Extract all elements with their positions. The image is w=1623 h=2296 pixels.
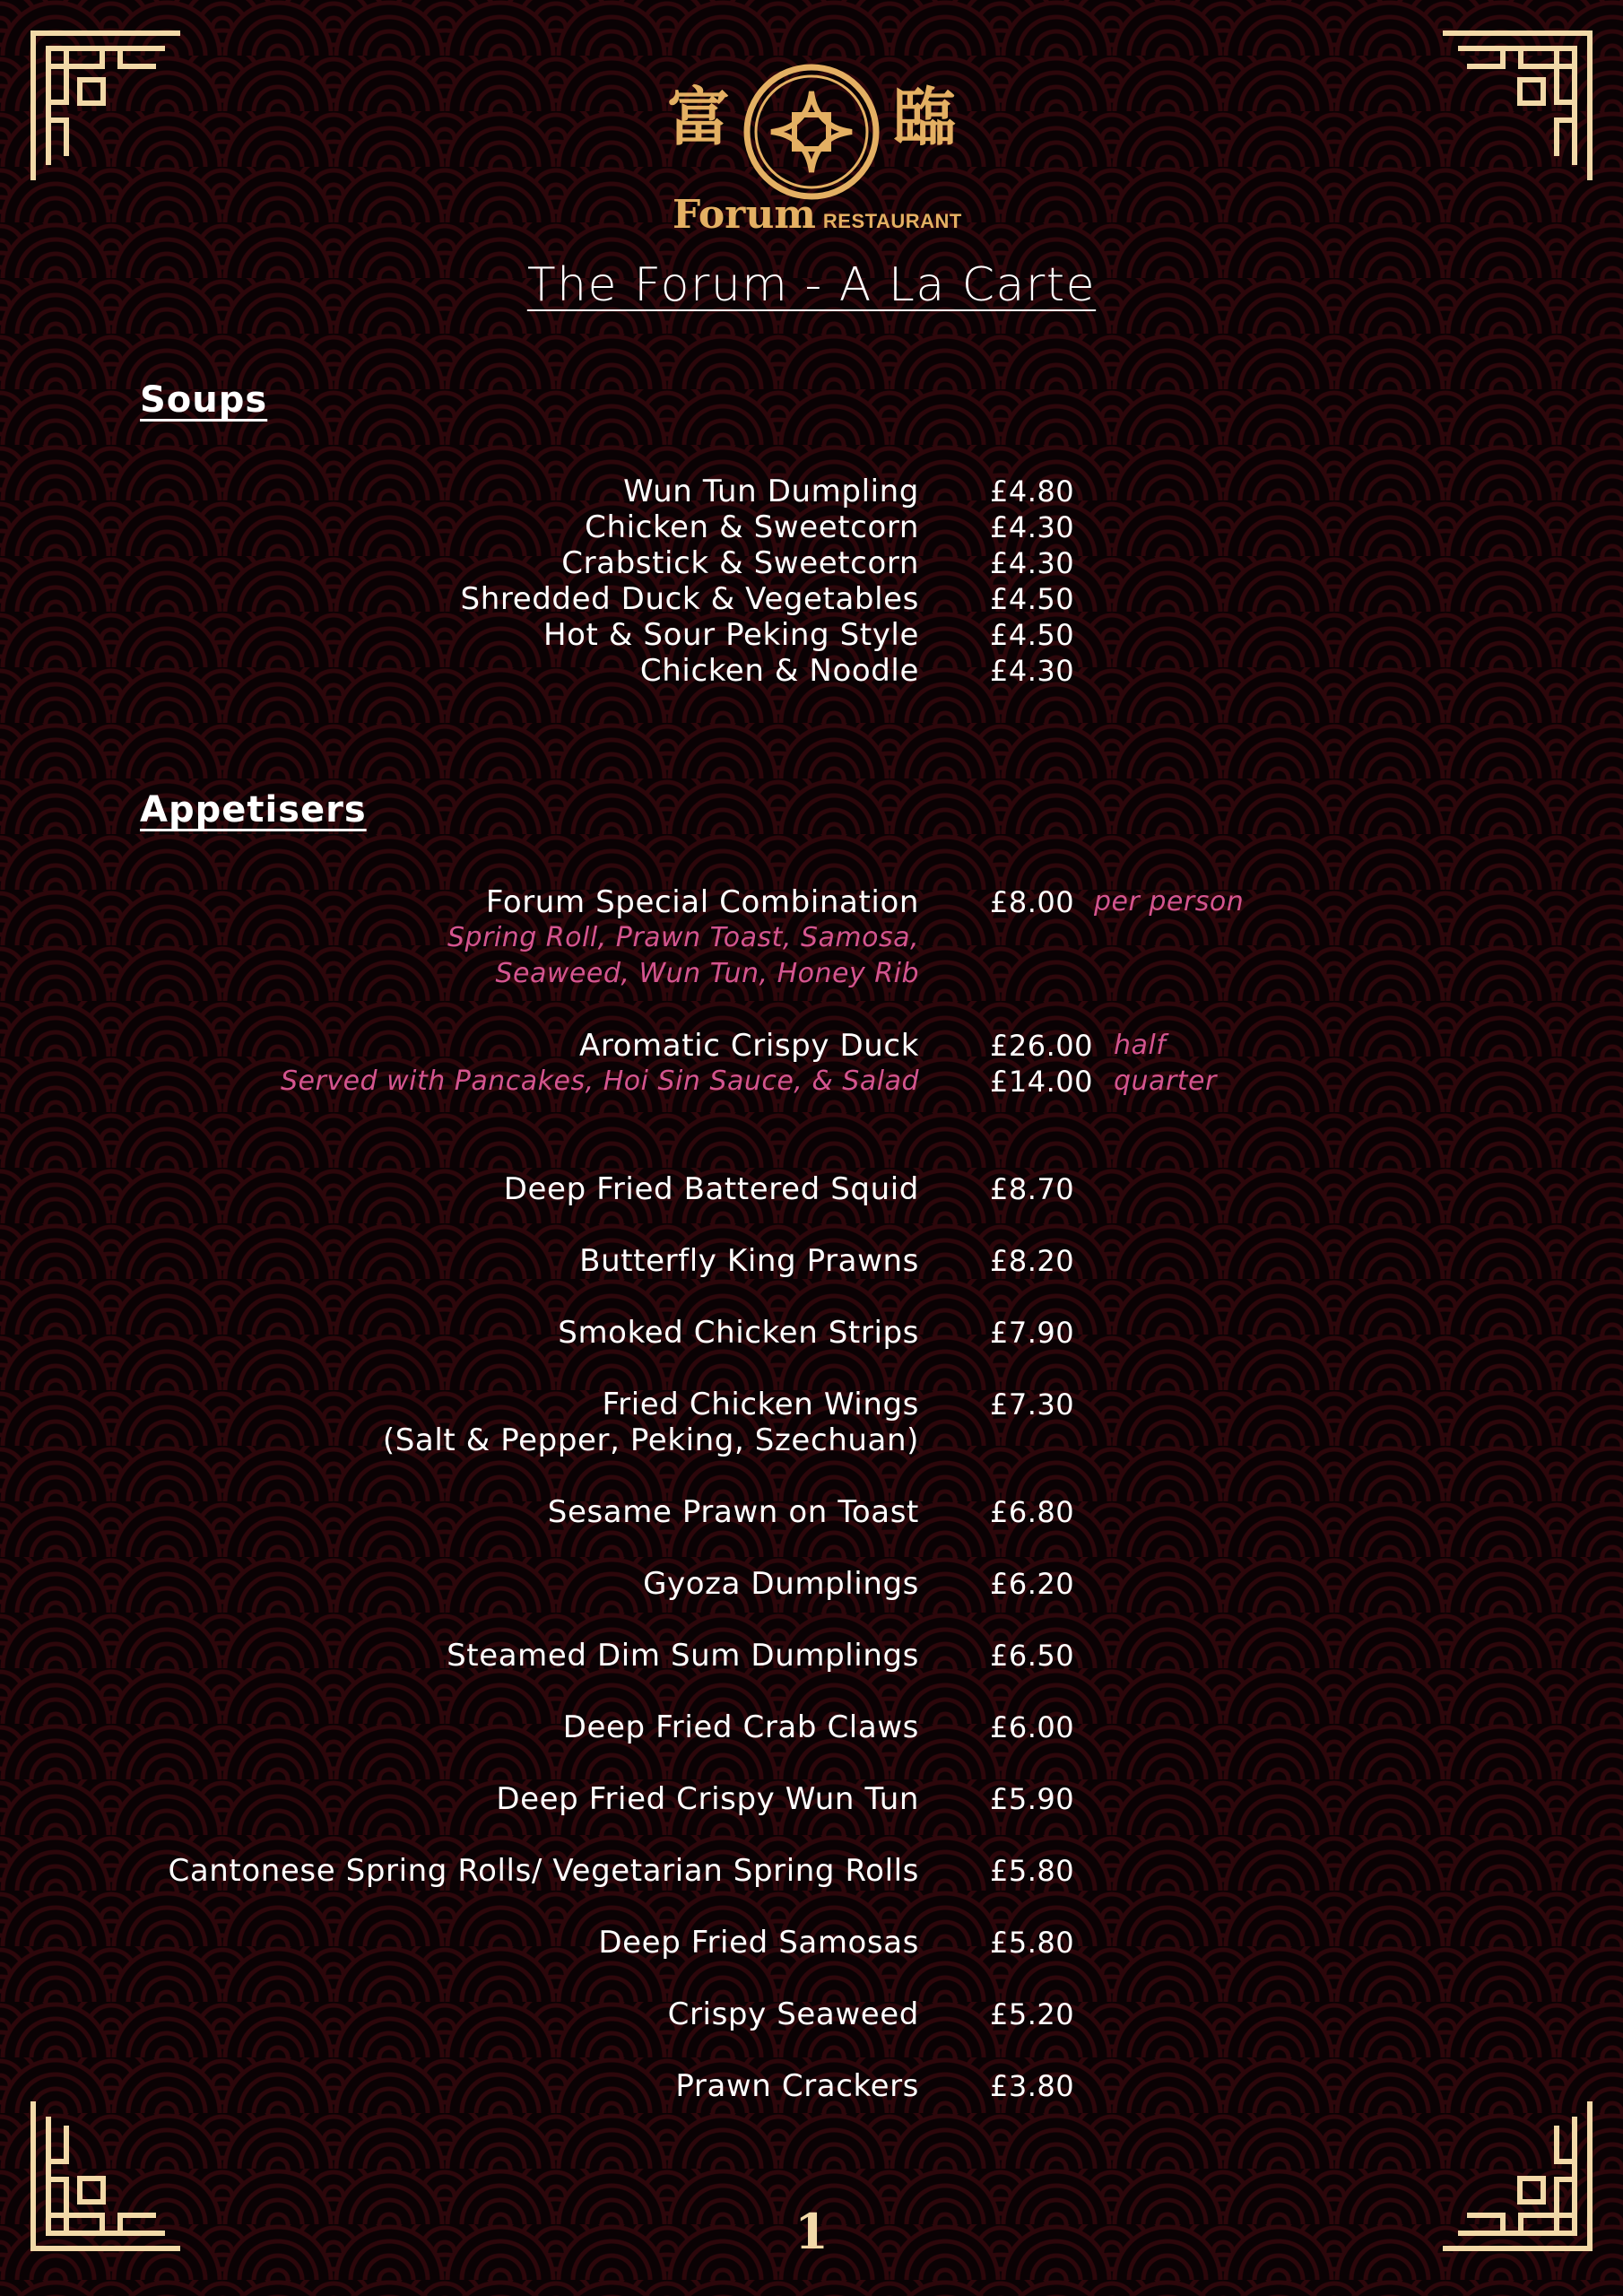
page-number: 1 — [794, 2203, 829, 2260]
logo-chinese-left: 富 — [667, 80, 730, 154]
item-name: Chicken & Noodle — [639, 653, 919, 689]
menu-item — [0, 1709, 1623, 1745]
item-price: £6.50 — [990, 1639, 1075, 1673]
item-name: Sesame Prawn on Toast — [547, 1494, 919, 1530]
menu-item — [0, 1996, 1623, 2032]
item-name: Crispy Seaweed — [667, 1996, 919, 2032]
item-price-quarter: £14.00 — [990, 1065, 1093, 1099]
item-note-half: half — [1114, 1030, 1167, 1061]
menu-title: The Forum - A La Carte — [526, 258, 1097, 312]
item-note-quarter: quarter — [1114, 1065, 1217, 1097]
item-name: Steamed Dim Sum Dumplings — [447, 1638, 919, 1674]
menu-item-combination — [0, 884, 1623, 992]
corner-ornament-top-right — [1440, 30, 1593, 183]
item-name: Wun Tun Dumpling — [623, 474, 919, 509]
item-name: Hot & Sour Peking Style — [542, 617, 919, 653]
item-description: Seaweed, Wun Tun, Honey Rib — [495, 958, 919, 989]
item-price: £5.90 — [990, 1782, 1075, 1816]
menu-item — [0, 509, 1623, 545]
logo-chinese-right: 臨 — [893, 80, 956, 154]
item-description: Served with Pancakes, Hoi Sin Sauce, & Salad — [281, 1065, 919, 1097]
menu-item — [0, 1387, 1623, 1458]
logo-name: Forum — [673, 192, 816, 238]
item-flavours: (Salt & Pepper, Peking, Szechuan) — [382, 1422, 919, 1458]
menu-item — [0, 1494, 1623, 1530]
item-price: £8.70 — [990, 1172, 1075, 1206]
item-name: Deep Fried Crispy Wun Tun — [496, 1781, 919, 1817]
menu-item — [0, 581, 1623, 617]
item-name: Gyoza Dumplings — [643, 1566, 919, 1602]
item-name: Deep Fried Crab Claws — [562, 1709, 919, 1745]
item-name: Cantonese Spring Rolls/ Vegetarian Spring Rolls — [168, 1853, 919, 1889]
item-name: Shredded Duck & Vegetables — [460, 581, 919, 617]
item-price: £6.80 — [990, 1495, 1075, 1529]
item-price: £6.20 — [990, 1567, 1075, 1601]
item-name: Forum Special Combination — [485, 884, 919, 920]
menu-item — [0, 2068, 1623, 2104]
menu-item — [0, 1243, 1623, 1279]
logo-wordmark — [673, 192, 962, 238]
item-name: Butterfly King Prawns — [579, 1243, 919, 1279]
item-description: Spring Roll, Prawn Toast, Samosa, — [447, 922, 919, 953]
item-name: Deep Fried Samosas — [598, 1925, 919, 1961]
item-price-half: £26.00 — [990, 1029, 1093, 1063]
section-title-soups: Soups — [140, 379, 268, 421]
item-price: £4.30 — [990, 510, 1075, 544]
menu-item — [0, 617, 1623, 653]
menu-item — [0, 1315, 1623, 1351]
item-price: £5.20 — [990, 1997, 1075, 2031]
corner-ornament-top-left — [30, 30, 183, 183]
item-price: £8.20 — [990, 1244, 1075, 1278]
item-price: £7.90 — [990, 1316, 1075, 1350]
item-price: £8.00 — [990, 885, 1075, 919]
item-price: £4.80 — [990, 474, 1075, 509]
item-name: Crabstick & Sweetcorn — [561, 545, 919, 581]
logo-subtitle: RESTAURANT — [822, 210, 962, 232]
item-price: £7.30 — [990, 1387, 1075, 1422]
menu-item — [0, 1925, 1623, 1961]
menu-item — [0, 1638, 1623, 1674]
item-name: Fried Chicken Wings — [602, 1387, 919, 1422]
menu-item — [0, 1171, 1623, 1207]
restaurant-logo — [655, 59, 968, 239]
item-note: per person — [1094, 886, 1245, 918]
menu-item — [0, 474, 1623, 509]
item-price: £3.80 — [990, 2069, 1075, 2103]
item-price: £5.80 — [990, 1854, 1075, 1888]
item-name: Aromatic Crispy Duck — [578, 1028, 919, 1064]
menu-item — [0, 1853, 1623, 1889]
menu-item — [0, 545, 1623, 581]
item-name: Smoked Chicken Strips — [558, 1315, 919, 1351]
item-price: £4.50 — [990, 618, 1075, 652]
section-title-appetisers: Appetisers — [140, 789, 367, 831]
coin-icon — [742, 63, 881, 201]
menu-item — [0, 1781, 1623, 1817]
item-name: Deep Fried Battered Squid — [503, 1171, 919, 1207]
item-name: Chicken & Sweetcorn — [585, 509, 919, 545]
item-name: Prawn Crackers — [675, 2068, 919, 2104]
item-price: £4.50 — [990, 582, 1075, 616]
menu-item — [0, 653, 1623, 689]
menu-item-duck — [0, 1028, 1623, 1100]
item-price: £5.80 — [990, 1926, 1075, 1960]
item-price: £6.00 — [990, 1710, 1075, 1744]
item-price: £4.30 — [990, 546, 1075, 580]
item-price: £4.30 — [990, 654, 1075, 688]
menu-item — [0, 1566, 1623, 1602]
